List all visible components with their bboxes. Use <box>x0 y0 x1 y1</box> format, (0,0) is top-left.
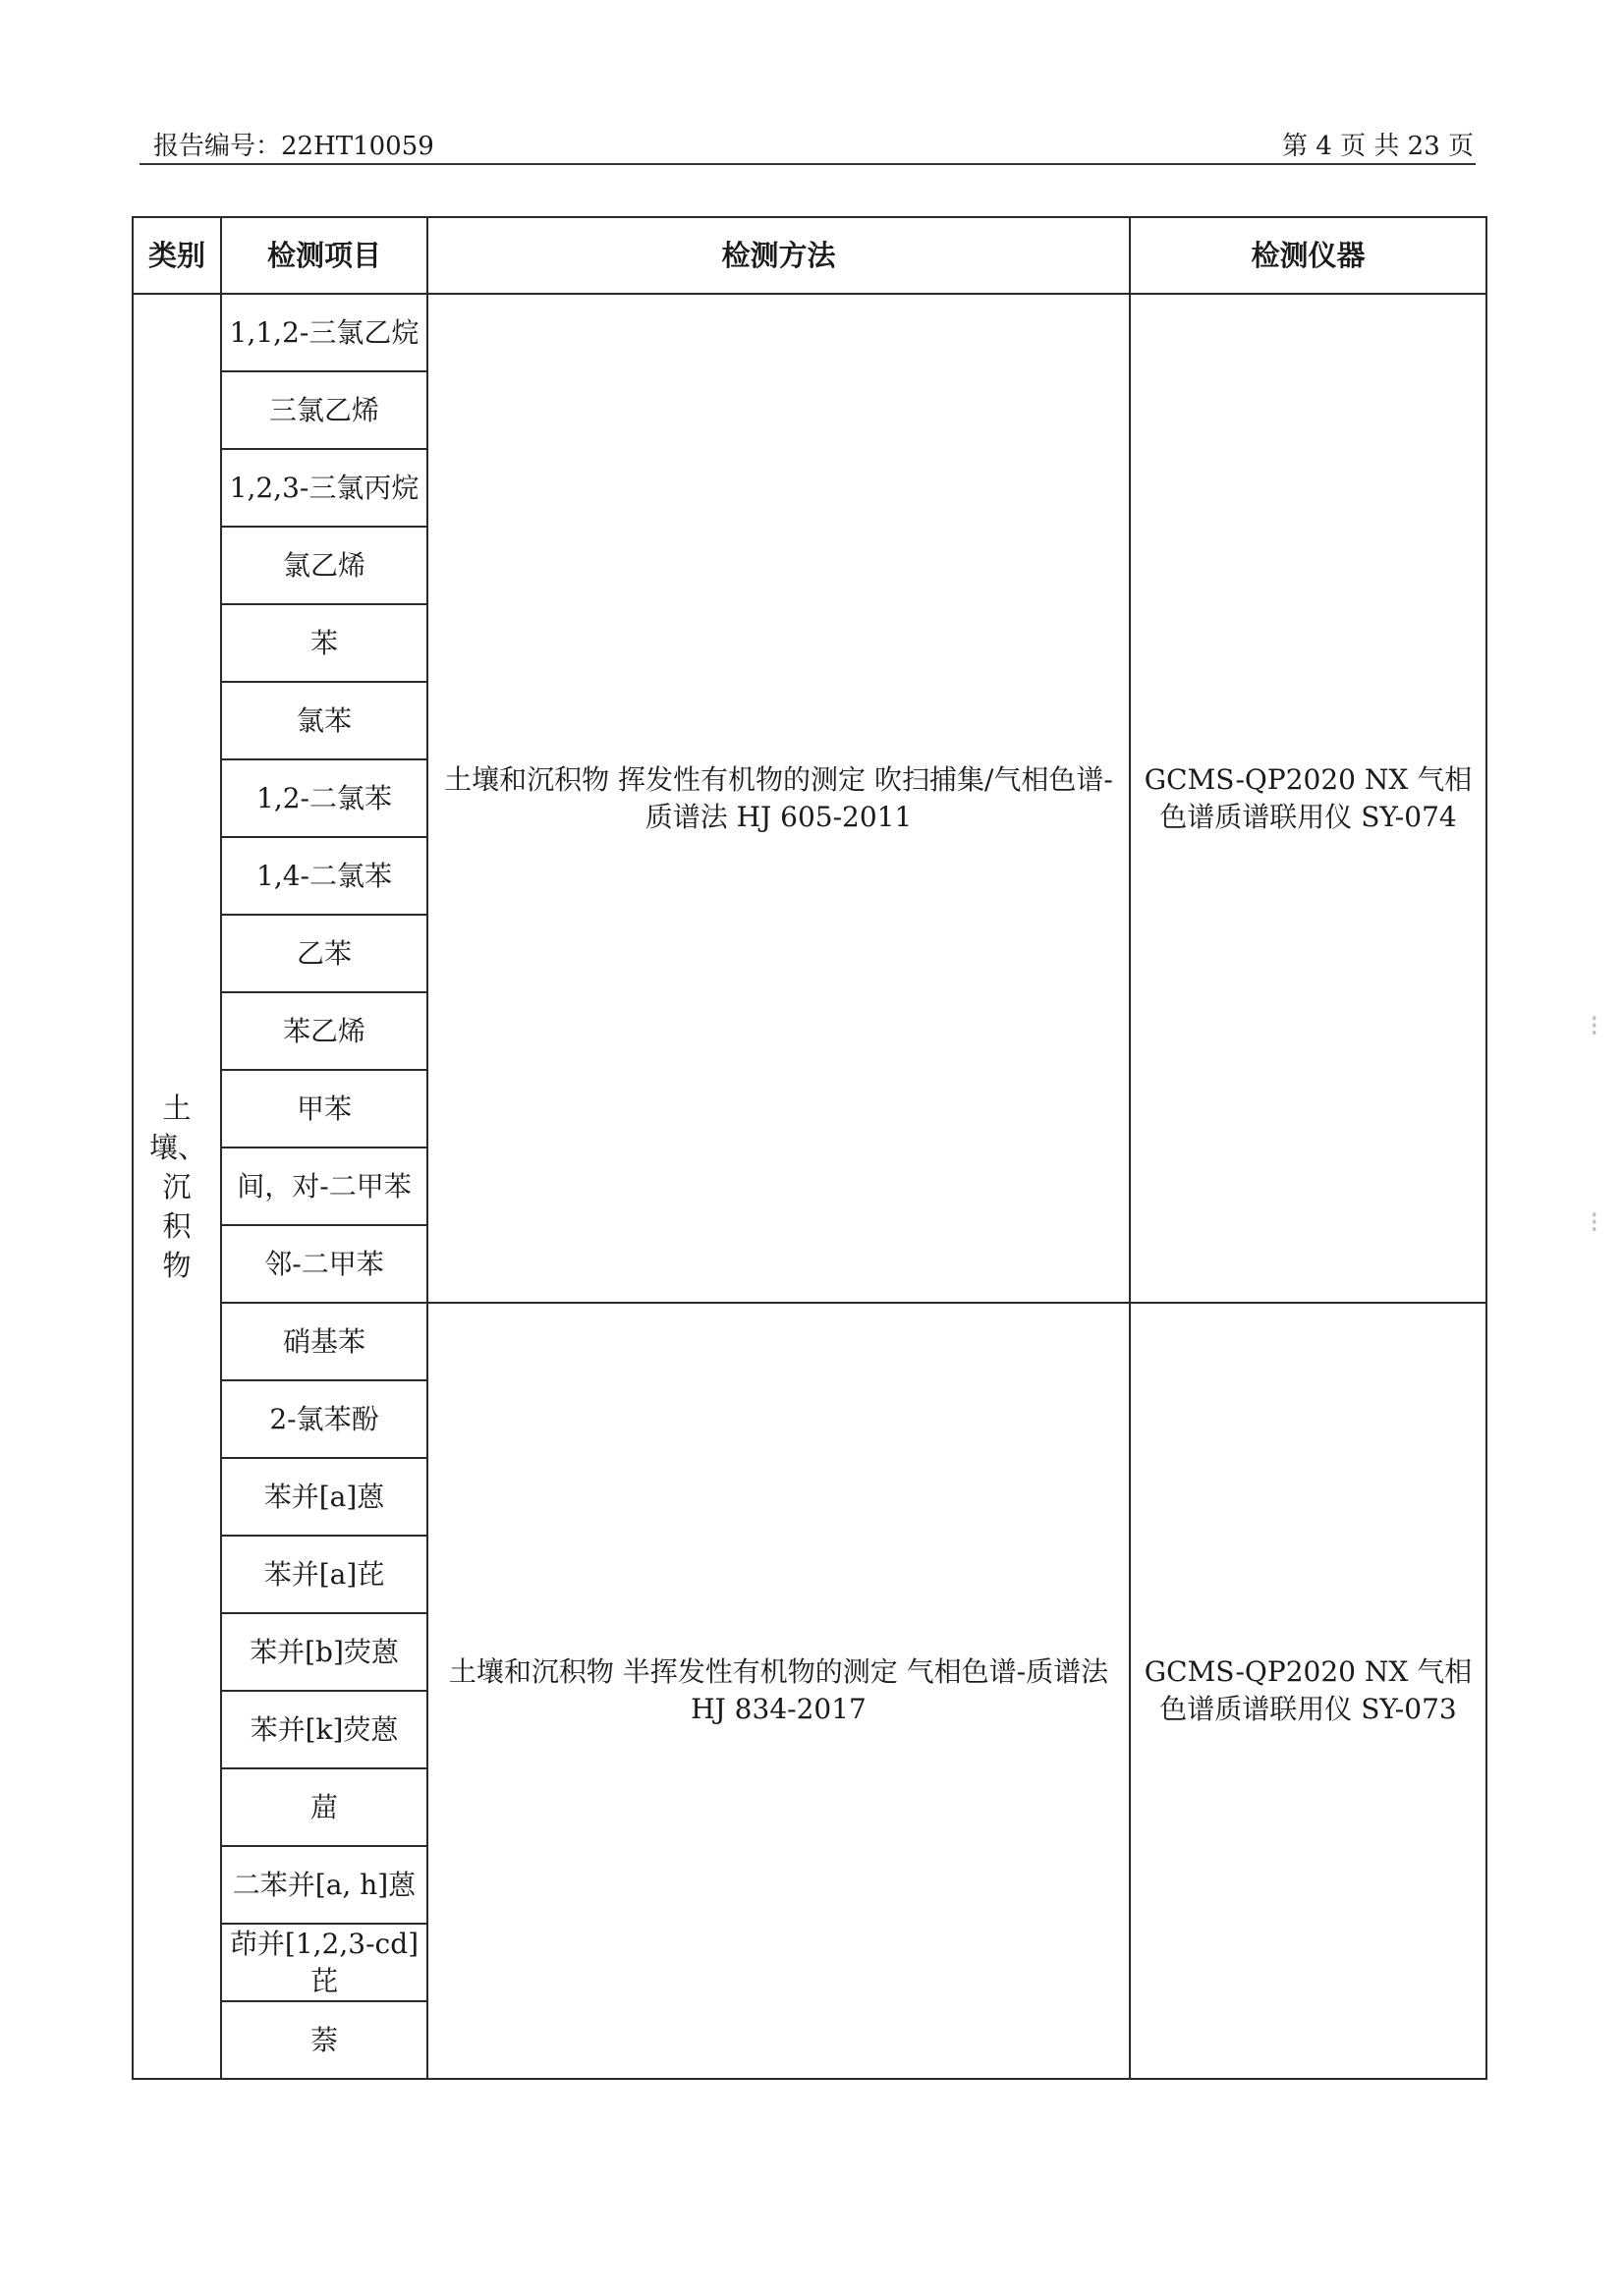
report-number: 报告编号：22HT10059 <box>153 132 434 161</box>
column-header-category: 类别 <box>133 217 221 294</box>
item-cell: 间，对-二甲苯 <box>221 1148 427 1225</box>
item-cell: 1,2-二氯苯 <box>221 759 427 837</box>
item-cell: 三氯乙烯 <box>221 371 427 449</box>
column-header-method: 检测方法 <box>427 217 1130 294</box>
instrument-cell: GCMS-QP2020 NX 气相色谱质谱联用仪 SY-073 <box>1130 1303 1486 2079</box>
item-cell: 乙苯 <box>221 915 427 992</box>
binding-edge-mark: ⁝ <box>1590 1205 1599 1240</box>
item-cell: 2-氯苯酚 <box>221 1380 427 1458</box>
instrument-cell: GCMS-QP2020 NX 气相色谱质谱联用仪 SY-074 <box>1130 294 1486 1303</box>
item-cell: 苯并[a]芘 <box>221 1536 427 1613</box>
item-cell: 苯并[a]蒽 <box>221 1458 427 1536</box>
item-cell: 氯乙烯 <box>221 527 427 604</box>
column-header-item: 检测项目 <box>221 217 427 294</box>
item-cell: 萘 <box>221 2001 427 2079</box>
item-cell: 苯 <box>221 604 427 682</box>
item-cell: 甲苯 <box>221 1070 427 1148</box>
item-cell: 1,1,2-三氯乙烷 <box>221 294 427 371</box>
item-cell: 茚并[1,2,3-cd]芘 <box>221 1924 427 2001</box>
item-cell: 苯并[b]荧蒽 <box>221 1613 427 1691</box>
table-body <box>133 294 1486 2079</box>
column-header-instrument: 检测仪器 <box>1130 217 1486 294</box>
method-cell: 土壤和沉积物 挥发性有机物的测定 吹扫捕集/气相色谱-质谱法 HJ 605-2011 <box>427 294 1130 1303</box>
item-cell: 氯苯 <box>221 682 427 759</box>
page-header <box>147 122 1474 165</box>
item-cell: 苯乙烯 <box>221 992 427 1070</box>
method-cell: 土壤和沉积物 半挥发性有机物的测定 气相色谱-质谱法 HJ 834-2017 <box>427 1303 1130 2079</box>
header-divider <box>140 163 1476 165</box>
item-cell: 邻-二甲苯 <box>221 1225 427 1303</box>
item-cell: 1,4-二氯苯 <box>221 837 427 915</box>
item-cell: 1,2,3-三氯丙烷 <box>221 449 427 527</box>
category-label: 土壤、沉积物 <box>149 1091 207 1282</box>
binding-edge-mark: ⁝ <box>1590 1009 1599 1043</box>
item-cell: 硝基苯 <box>221 1303 427 1380</box>
item-cell: 苯并[k]荧蒽 <box>221 1691 427 1768</box>
item-cell: 二苯并[a, h]蒽 <box>221 1846 427 1924</box>
detection-table <box>132 216 1487 2080</box>
page-number: 第 4 页 共 23 页 <box>1282 132 1474 161</box>
category-cell <box>133 294 221 2079</box>
item-cell: 䓛 <box>221 1768 427 1846</box>
